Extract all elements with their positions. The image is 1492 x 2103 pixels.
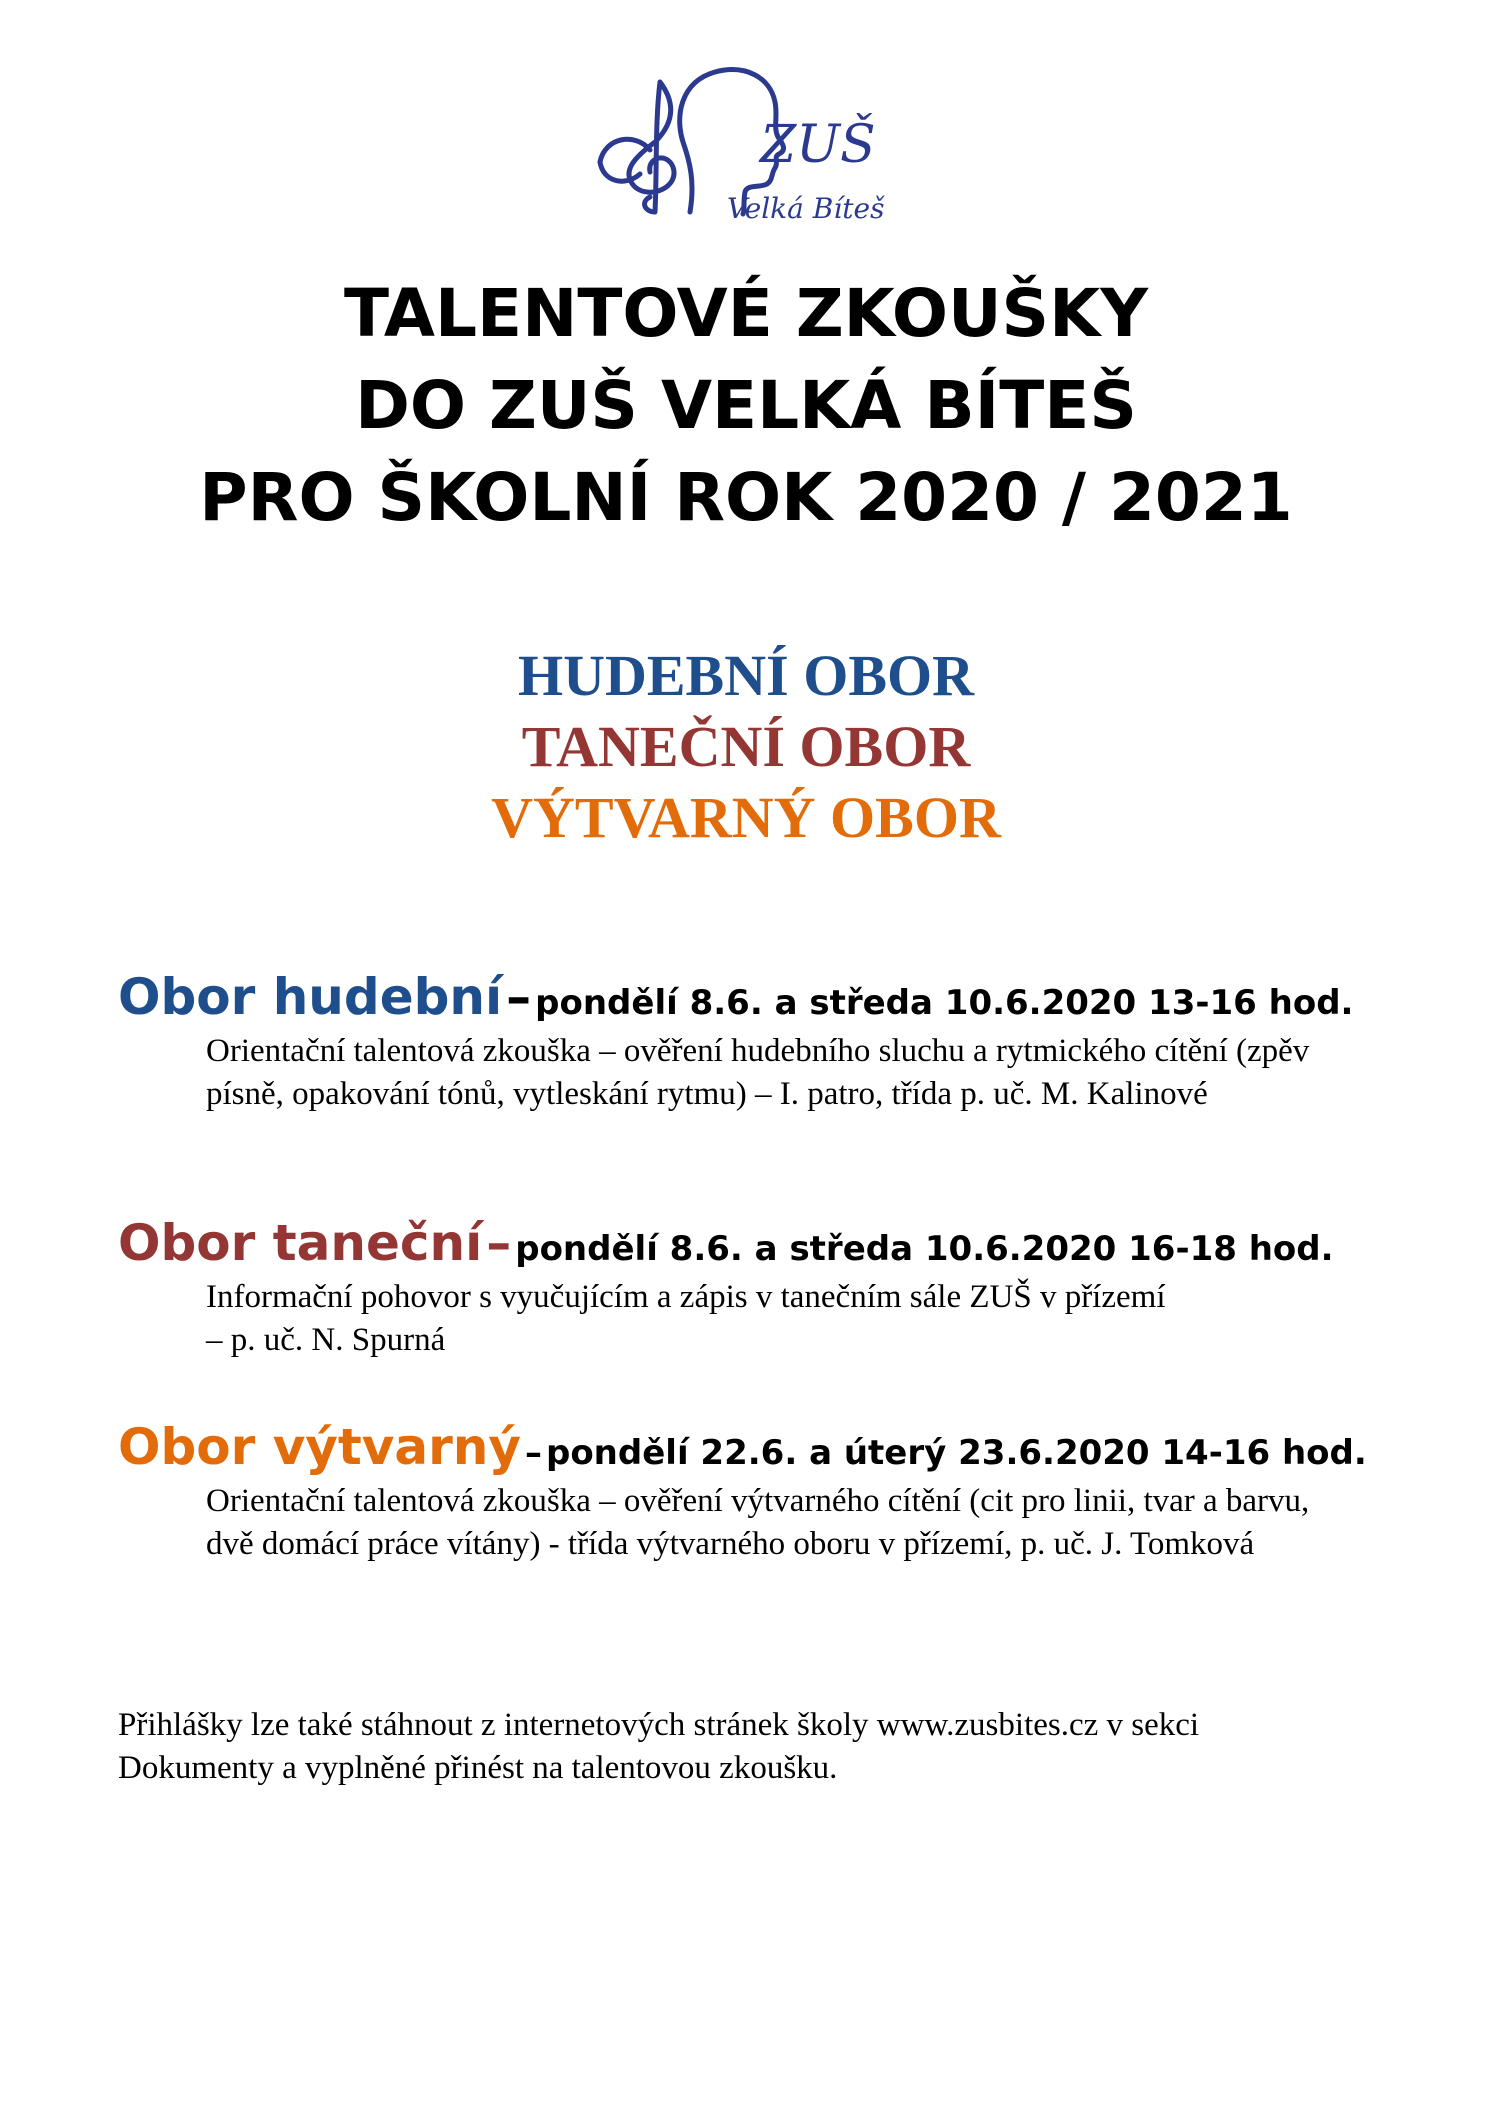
title-line-2: DO ZUŠ VELKÁ BÍTEŠ — [355, 367, 1137, 444]
section-dance-dash: – — [486, 1214, 512, 1272]
section-music-desc-line-2: písně, opakování tónů, vytleskání rytmu) – I. patro, třída p. uč. M. Kalinové — [206, 1076, 1208, 1112]
section-art-dash: – — [524, 1433, 542, 1473]
section-art-date: pondělí 22.6. a úterý 23.6.2020 14-16 hod. — [545, 1433, 1367, 1473]
section-art-header — [118, 1418, 1418, 1476]
section-art-desc-line-2: dvě domácí práce vítány) - třída výtvarného oboru v přízemí, p. uč. J. Tomková — [206, 1526, 1255, 1562]
section-dance-description — [206, 1276, 1418, 1362]
section-dance-date: pondělí 8.6. a středa 10.6.2020 16-18 hod. — [515, 1229, 1334, 1269]
section-art-name: Obor výtvarný — [118, 1418, 521, 1476]
section-dance-name: Obor taneční — [118, 1214, 483, 1272]
section-dance-header — [118, 1214, 1418, 1272]
footer-note — [118, 1704, 1418, 1790]
section-music — [118, 968, 1418, 1116]
school-logo — [595, 62, 925, 232]
section-dance-desc-line-2: – p. uč. N. Spurná — [206, 1322, 446, 1358]
logo-abbr-text: ZUŠ — [760, 115, 876, 175]
title-line-3: PRO ŠKOLNÍ ROK 2020 / 2021 — [199, 459, 1293, 536]
fields-list — [0, 640, 1492, 853]
section-music-header — [118, 968, 1418, 1026]
section-music-name: Obor hudební — [118, 968, 503, 1026]
page-title — [0, 268, 1492, 544]
logo-town-text: Velká Bíteš — [727, 192, 885, 225]
field-music-heading: HUDEBNÍ OBOR — [517, 643, 974, 708]
field-dance-heading: TANEČNÍ OBOR — [521, 714, 971, 779]
section-dance-desc-line-1: Informační pohovor s vyučujícím a zápis v tanečním sále ZUŠ v přízemí — [206, 1279, 1166, 1315]
section-art-desc-line-1: Orientační talentová zkouška – ověření výtvarného cítění (cit pro linii, tvar a barvu, — [206, 1483, 1310, 1519]
section-dance — [118, 1214, 1418, 1362]
section-art — [118, 1418, 1418, 1566]
section-art-description — [206, 1480, 1418, 1566]
title-line-1: TALENTOVÉ ZKOUŠKY — [343, 275, 1149, 352]
footer-line-2: Dokumenty a vyplněné přinést na talentovou zkoušku. — [118, 1750, 838, 1786]
section-music-dash: – — [506, 968, 532, 1026]
footer-line-1: Přihlášky lze také stáhnout z internetových stránek školy www.zusbites.cz v sekci — [118, 1707, 1200, 1743]
section-music-date: pondělí 8.6. a středa 10.6.2020 13-16 hod. — [535, 983, 1354, 1023]
section-music-description — [206, 1030, 1418, 1116]
field-art-heading: VÝTVARNÝ OBOR — [491, 785, 1001, 850]
section-music-desc-line-1: Orientační talentová zkouška – ověření hudebního sluchu a rytmického cítění (zpěv — [206, 1033, 1310, 1069]
